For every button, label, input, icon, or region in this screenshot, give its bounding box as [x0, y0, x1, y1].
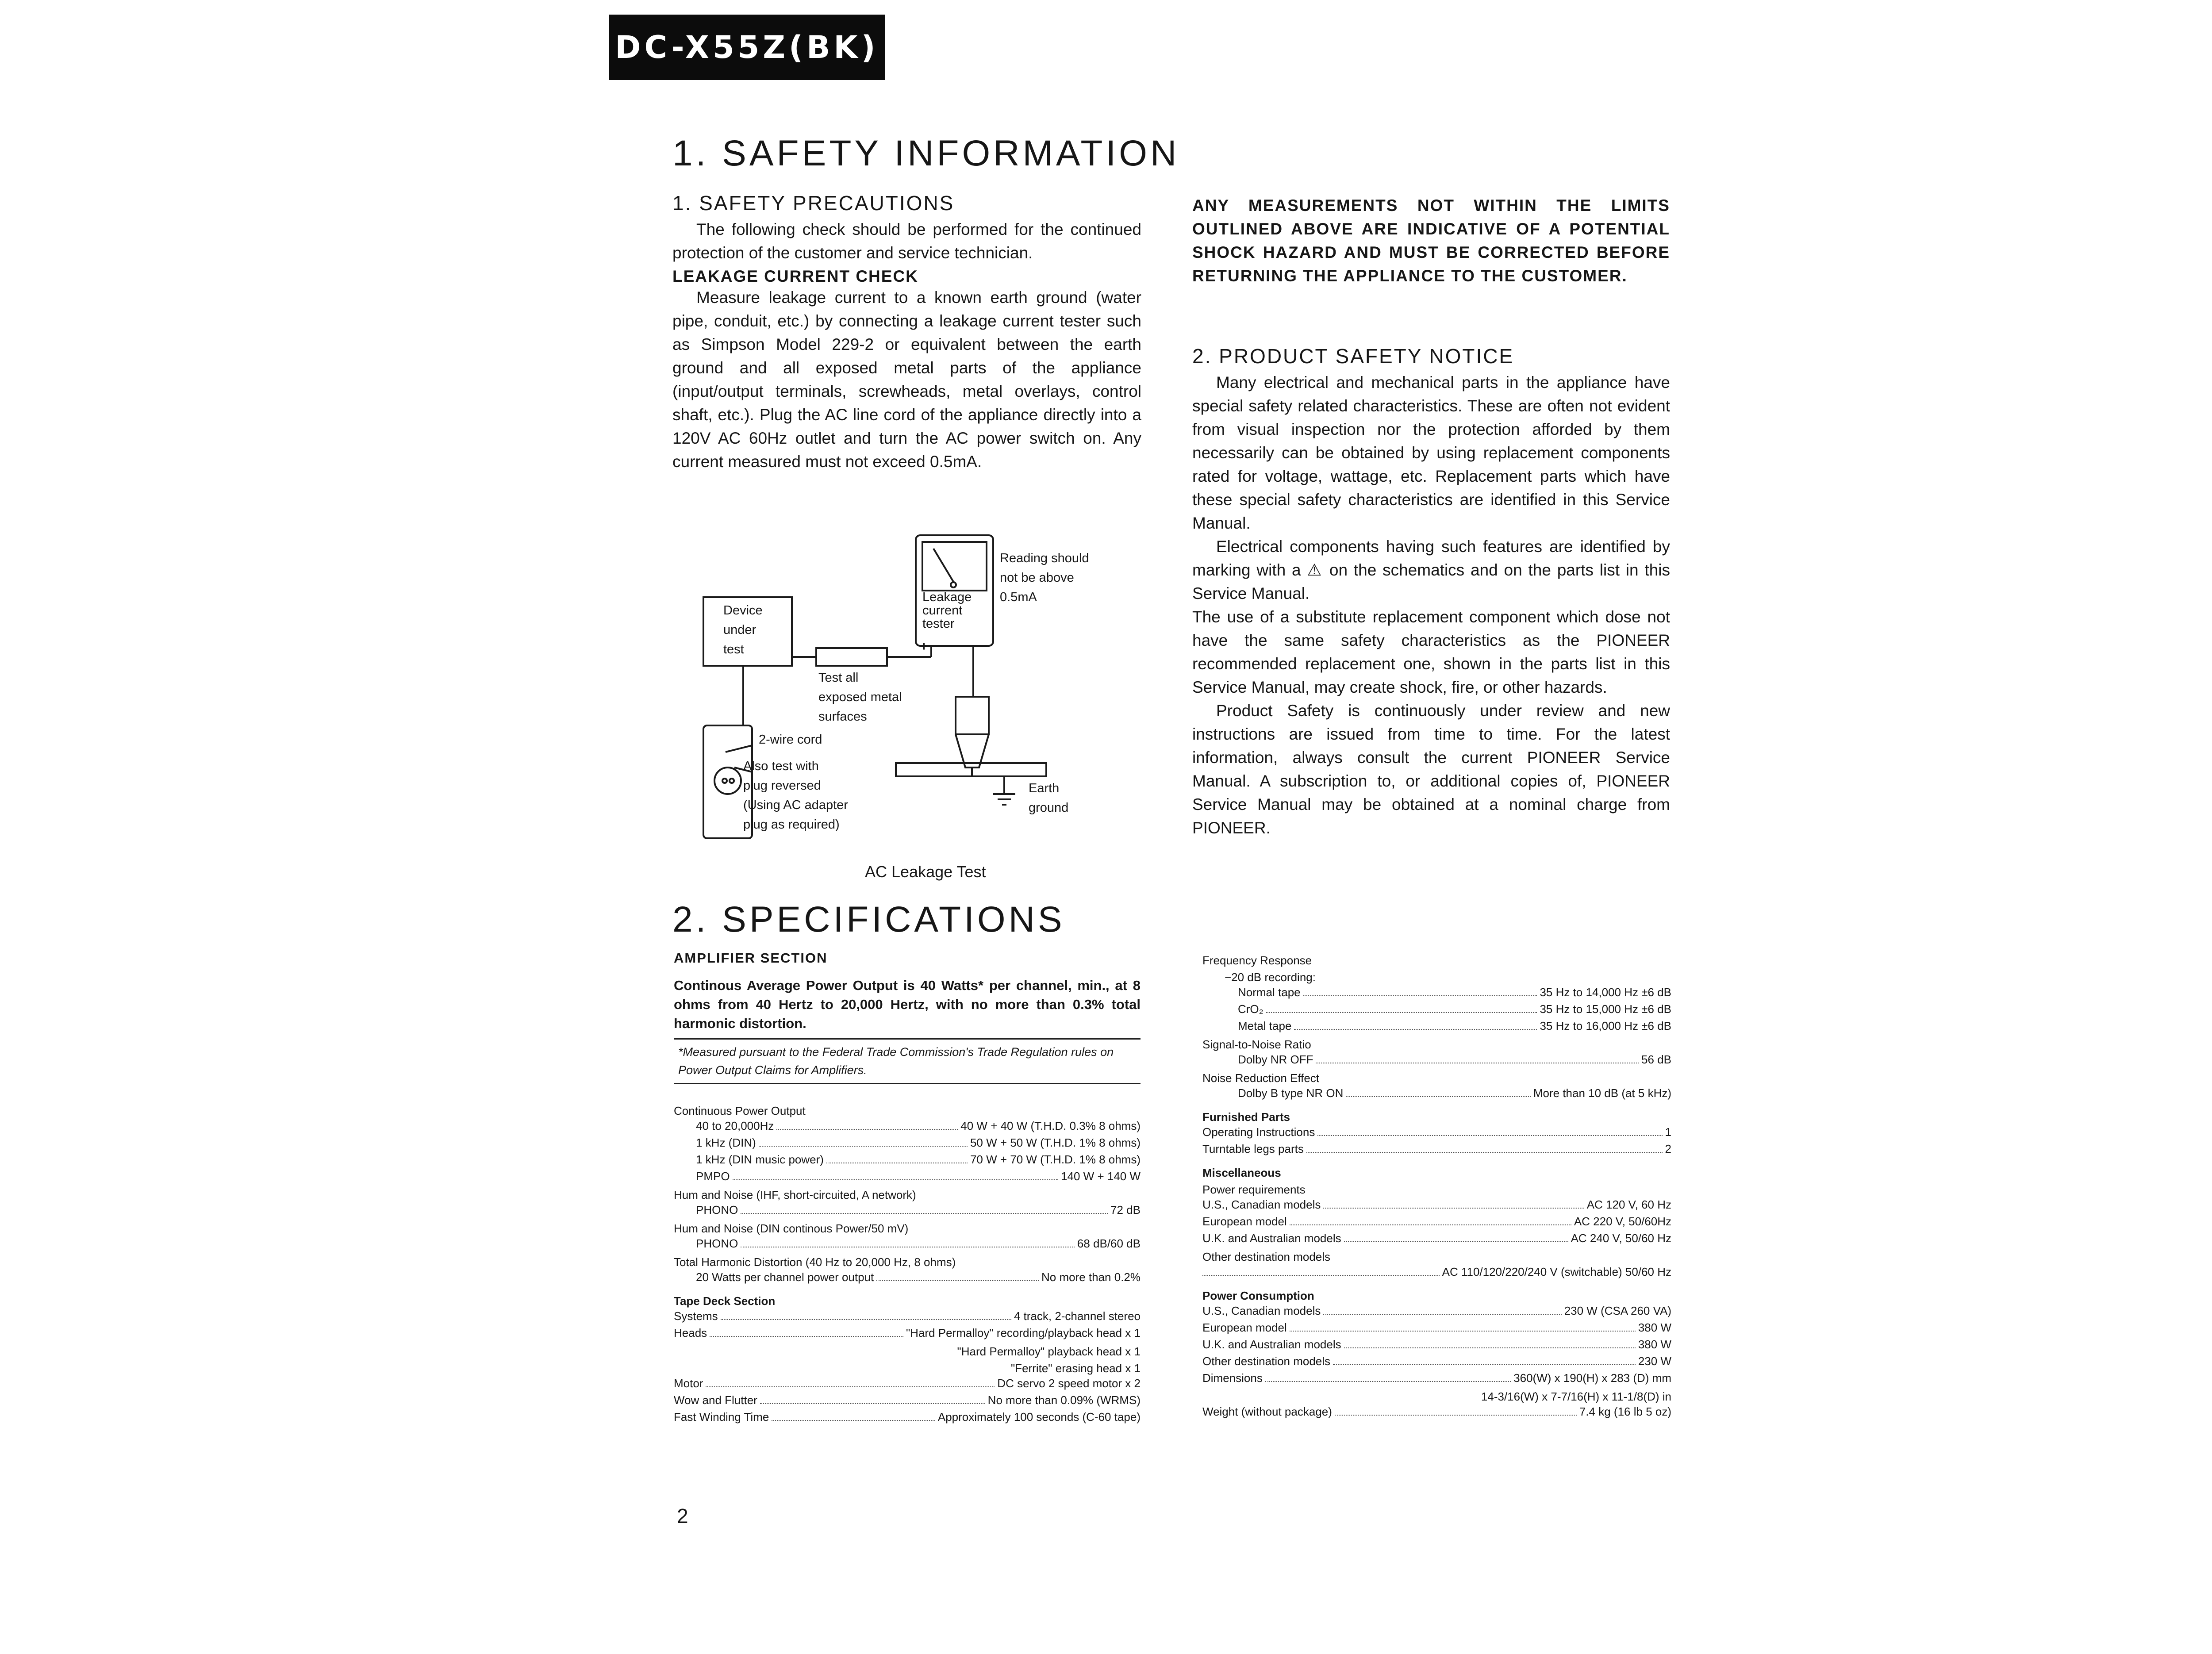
notice-p4: Product Safety is continuously under review and new instructions are issued from time to time. For the latest information, always consult the current PIONEER Service Manual. A subscription to, or additional copies of, PIONEER Service Manual may be obtained at a nominal charge from PIONEER. [1192, 702, 1670, 837]
spec-row: 20 Watts per channel power output No more than 0.2% [696, 1270, 1141, 1284]
leakage-heading: LEAKAGE CURRENT CHECK [672, 267, 918, 285]
section1-title: 1. SAFETY INFORMATION [672, 133, 1180, 173]
spec-row: PHONO 72 dB [696, 1203, 1141, 1217]
spec-row: Other destination models 230 W [1202, 1355, 1671, 1368]
spec-row: AC 110/120/220/240 V (switchable) 50/60 Hz [1202, 1265, 1671, 1282]
power-consumption-heading: Power Consumption [1202, 1289, 1314, 1302]
spec-row: Motor DC servo 2 speed motor x 2 [674, 1377, 1141, 1390]
minus-sign: − [980, 640, 987, 654]
notice-heading: 2. PRODUCT SAFETY NOTICE [1192, 345, 1514, 368]
amp-note: *Measured pursuant to the Federal Trade Commission's Trade Regulation rules on Power Output Claims for Amplifiers. [674, 1038, 1141, 1084]
tester-label: Leakage current tester [922, 590, 972, 631]
safety-precautions [672, 191, 1141, 473]
shock-warning-block [1192, 194, 1670, 288]
spec-row: PMPO 140 W + 140 W [696, 1170, 1141, 1183]
leakage-text: Measure leakage current to a known earth ground (water pipe, conduit, etc.) by connecting a leakage current tester such as Simpson Model 229-2 or equivalent between the earth ground and all exposed metal parts of the appliance (input/output terminals, screwheads, metal overlays, control shaft, etc.). Plug the AC line cord of the appliance directly into a 120V AC 60Hz outlet and turn the AC power switch on. Any current measured must not exceed 0.5mA. [672, 288, 1141, 471]
reading-label: Reading should not be above 0.5mA [1000, 551, 1089, 604]
spec-frequency-response: Frequency Response [1202, 954, 1312, 967]
amp-statement: Continous Average Power Output is 40 Watts* per channel, min., at 8 ohms from 40 Hertz to 20,000 Hertz, with no more than 0.3% total harmonic distortion. [674, 978, 1141, 1031]
spec-thd: Total Harmonic Distortion (40 Hz to 20,000 Hz, 8 ohms) [674, 1255, 956, 1269]
notice-p3: The use of a substitute replacement component which dose not have the same safety characteristics as the PIONEER recommended replacement one, shown in the parts list in this Service Manual, may create shock, fire, or other hazards. [1192, 608, 1670, 696]
amp-heading: AMPLIFIER SECTION [674, 950, 828, 966]
spec-hum-noise-ihf: Hum and Noise (IHF, short-circuited, A network) [674, 1188, 916, 1201]
earth-label: Earth ground [1029, 781, 1069, 815]
spec-row: 40 to 20,000Hz 40 W + 40 W (T.H.D. 0.3% 8 ohms) [696, 1119, 1141, 1132]
notice-p1: Many electrical and mechanical parts in the appliance have special safety related characteristics. These are often not evident from visual inspection nor the protection afforded by them necessarily can be obtained by using replacement components rated for voltage, wattage, etc. Replacement parts which have these special safety characteristics are identified in this Service Manual. [1192, 373, 1670, 532]
shock-warning: ANY MEASUREMENTS NOT WITHIN THE LIMITS OUTLINED ABOVE ARE INDICATIVE OF A POTENTIAL SHOCK HAZARD AND MUST BE CORRECTED BEFORE RETURNING THE APPLIANCE TO THE CUSTOMER. [1192, 196, 1670, 285]
miscellaneous-heading: Miscellaneous [1202, 1166, 1281, 1179]
spec-nr-effect: Noise Reduction Effect [1202, 1071, 1319, 1085]
spec-row: Wow and Flutter No more than 0.09% (WRMS) [674, 1393, 1141, 1407]
spec-row: Dolby B type NR ON More than 10 dB (at 5 kHz) [1238, 1086, 1671, 1100]
spec-heads-2: "Hard Permalloy" playback head x 1 [957, 1345, 1141, 1358]
spec-row: U.K. and Australian models AC 240 V, 50/60 Hz [1202, 1232, 1671, 1245]
spec-heads-3: "Ferrite" erasing head x 1 [1010, 1362, 1141, 1375]
also-test-label: Also test with plug reversed (Using AC adapter plug as required) [743, 759, 848, 832]
spec-row: 1 kHz (DIN music power) 70 W + 70 W (T.H.D. 1% 8 ohms) [696, 1153, 1141, 1166]
precautions-heading: 1. SAFETY PRECAUTIONS [672, 192, 955, 215]
specs-right [1202, 952, 1671, 1422]
spec-row: Metal tape 35 Hz to 16,000 Hz ±6 dB [1238, 1019, 1671, 1032]
precautions-intro: The following check should be performed for the continued protection of the customer and service technician. [672, 220, 1141, 262]
spec-snr: Signal-to-Noise Ratio [1202, 1038, 1311, 1051]
page-number: 2 [677, 1504, 688, 1527]
spec-row: Weight (without package) 7.4 kg (16 lb 5 oz) [1202, 1405, 1671, 1418]
spec-other-destination: Other destination models [1202, 1250, 1331, 1263]
specs-left [674, 1102, 1141, 1427]
spec-row: Fast Winding Time Approximately 100 seconds (C-60 tape) [674, 1410, 1141, 1424]
spec-row: Heads "Hard Permalloy" recording/playback head x 1 [674, 1326, 1141, 1339]
section2-title: 2. SPECIFICATIONS [672, 899, 1065, 940]
spec-row: European model 380 W [1202, 1321, 1671, 1334]
spec-row: U.K. and Australian models 380 W [1202, 1338, 1671, 1351]
spec-row: U.S., Canadian models 230 W (CSA 260 VA) [1202, 1304, 1671, 1317]
spec-row: PHONO 68 dB/60 dB [696, 1237, 1141, 1250]
model-badge: DC-X55Z(BK) [609, 15, 885, 80]
leakage-diagram [699, 531, 1141, 881]
cord-label: 2-wire cord [759, 733, 822, 747]
spec-row: Operating Instructions 1 [1202, 1125, 1671, 1139]
amplifier-section [674, 950, 1141, 1084]
device-label: Device under test [723, 603, 763, 656]
test-all-label: Test all exposed metal surfaces [818, 671, 902, 724]
spec-recording-level: −20 dB recording: [1225, 971, 1316, 984]
spec-row: European model AC 220 V, 50/60Hz [1202, 1215, 1671, 1228]
spec-hum-noise-din: Hum and Noise (DIN continous Power/50 mV) [674, 1222, 909, 1235]
diagram-caption: AC Leakage Test [865, 863, 986, 881]
spec-row: 1 kHz (DIN) 50 W + 50 W (T.H.D. 1% 8 ohms) [696, 1136, 1141, 1149]
spec-dimensions-inches: 14-3/16(W) x 7-7/16(H) x 11-1/8(D) in [1481, 1390, 1671, 1403]
spec-cpo: Continuous Power Output [674, 1104, 806, 1117]
tape-deck-heading: Tape Deck Section [674, 1294, 776, 1308]
spec-power-requirements: Power requirements [1202, 1183, 1306, 1196]
notice-p2: Electrical components having such features are identified by marking with a ⚠ on the schematics and on the parts list in this Service Manual. [1192, 537, 1670, 603]
spec-row: Dolby NR OFF 56 dB [1238, 1053, 1671, 1066]
spec-row: Dimensions 360(W) x 190(H) x 283 (D) mm [1202, 1371, 1671, 1385]
product-safety-notice [1192, 344, 1670, 840]
spec-row: CrO₂ 35 Hz to 15,000 Hz ±6 dB [1238, 1002, 1671, 1016]
meter-needle [933, 549, 953, 582]
spec-row: Normal tape 35 Hz to 14,000 Hz ±6 dB [1238, 986, 1671, 999]
plus-sign: + [920, 640, 928, 654]
spec-row: Systems 4 track, 2-channel stereo [674, 1309, 1141, 1323]
spec-row: U.S., Canadian models AC 120 V, 60 Hz [1202, 1198, 1671, 1211]
furnished-parts-heading: Furnished Parts [1202, 1110, 1290, 1124]
spec-row: Turntable legs parts 2 [1202, 1142, 1671, 1155]
